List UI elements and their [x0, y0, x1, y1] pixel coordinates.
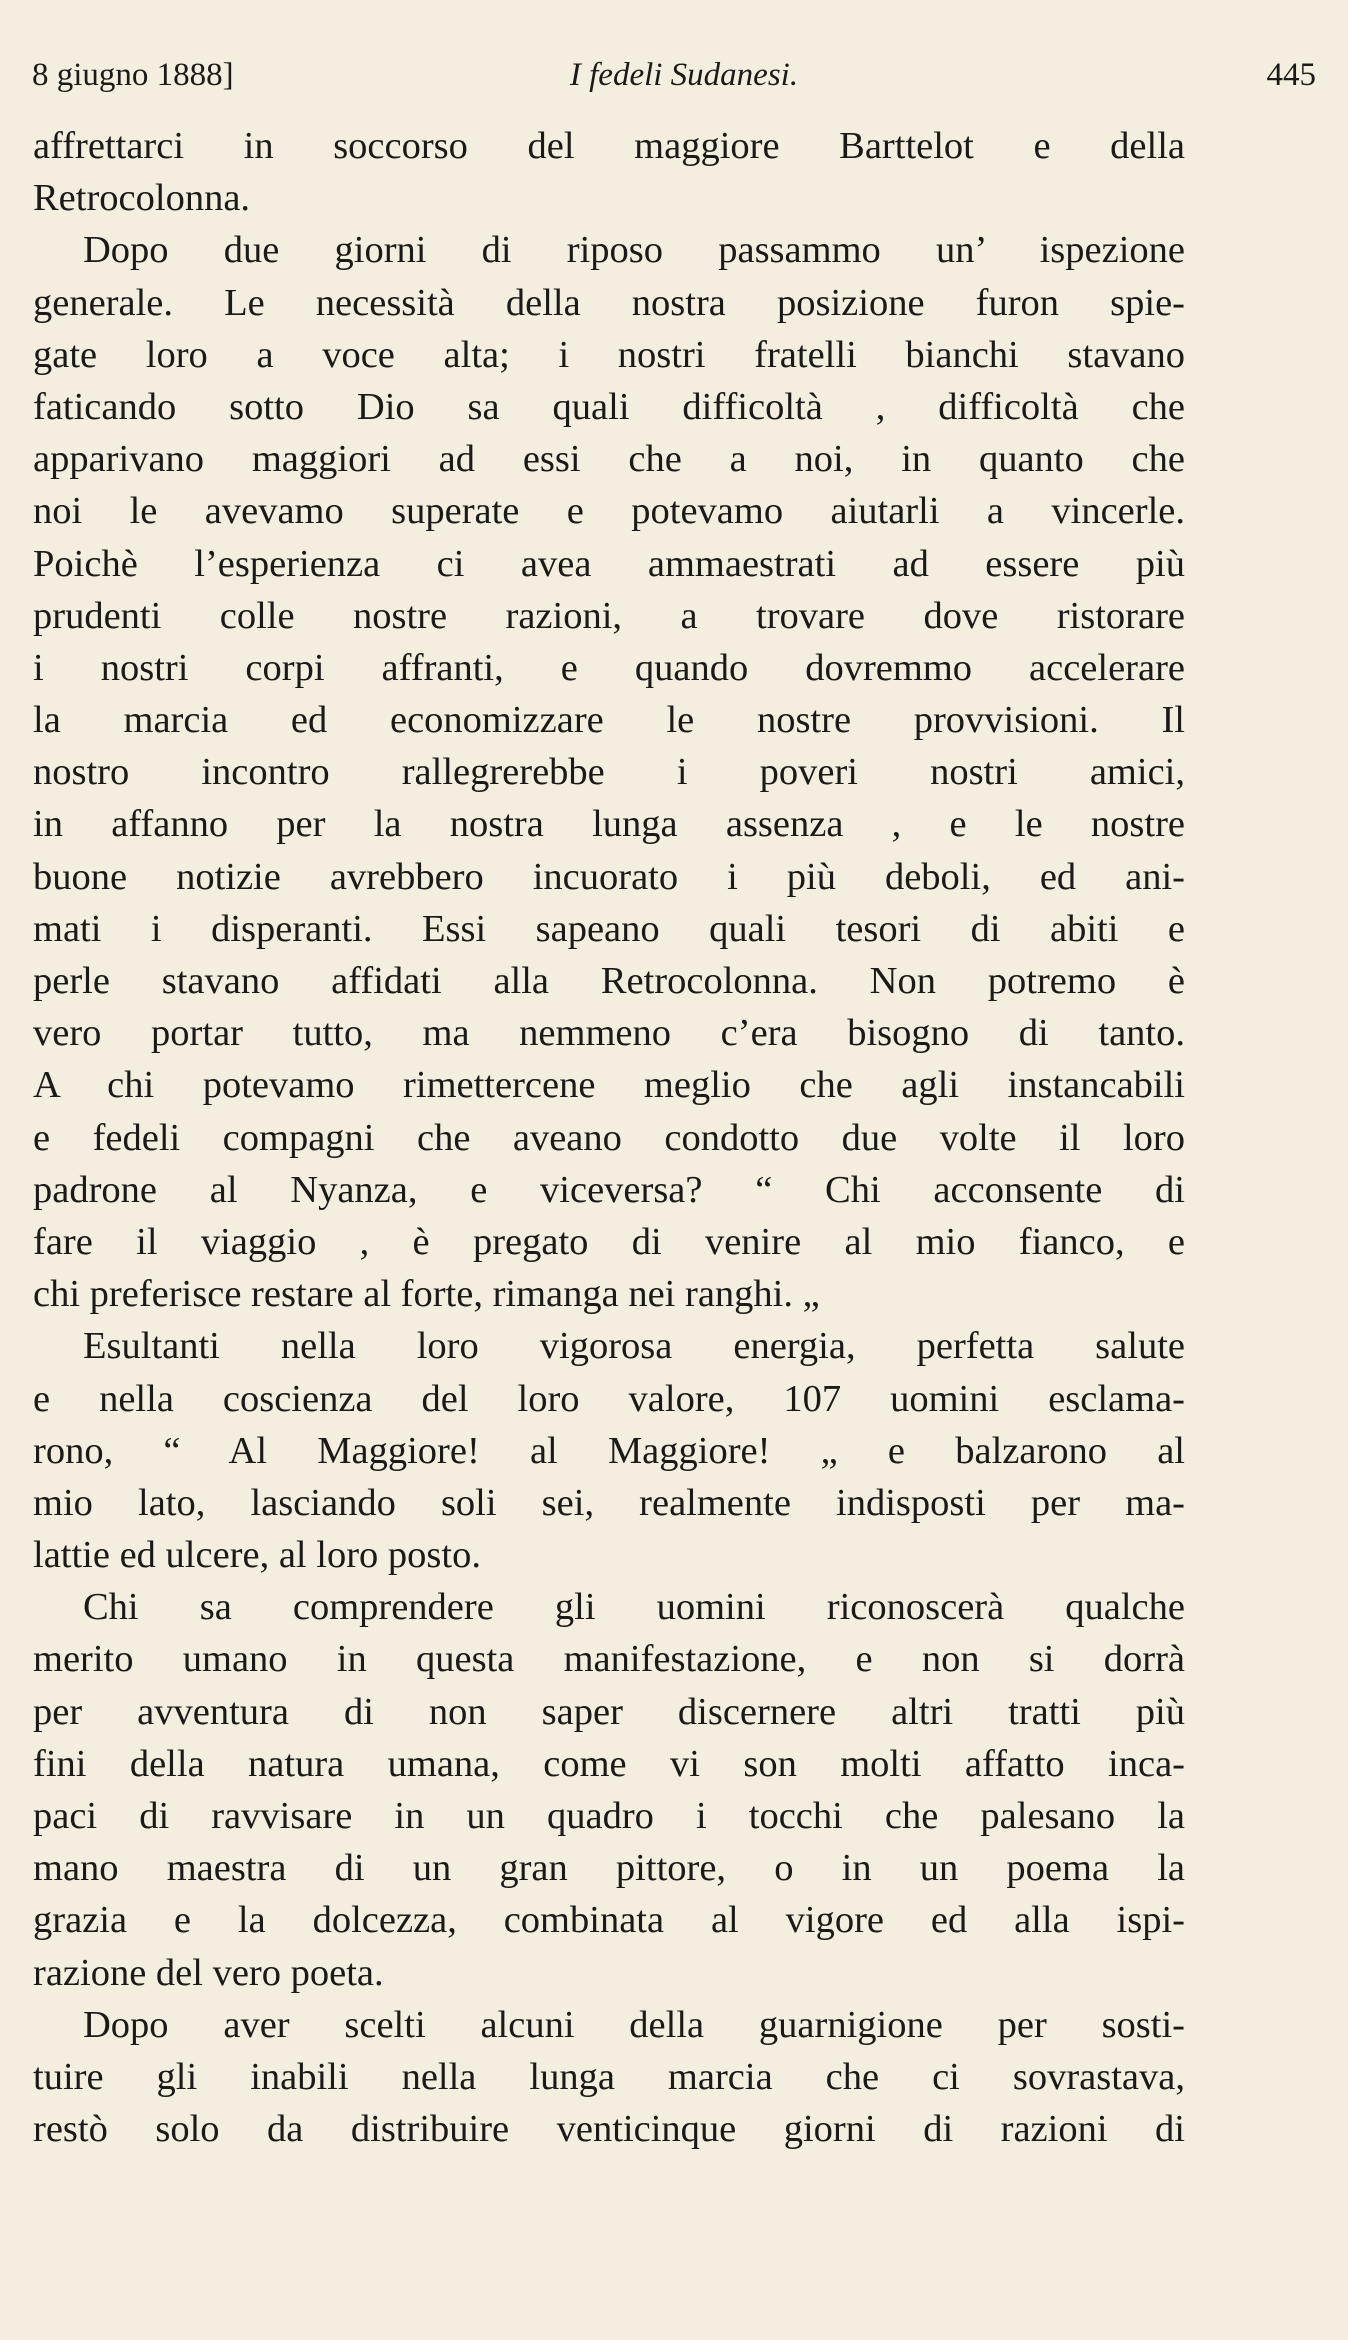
- text-line: mati i disperanti. Essi sapeano quali tesori di abiti e: [33, 907, 1185, 950]
- text-line: faticando sotto Dio sa quali difficoltà , difficoltà che: [33, 385, 1185, 428]
- text-line: in affanno per la nostra lunga assenza , e le nostre: [33, 803, 1185, 846]
- body-text: [33, 120, 1185, 2155]
- text-line: nostro incontro rallegrerebbe i poveri nostri amici,: [33, 751, 1185, 794]
- text-line: lattie ed ulcere, al loro posto.: [33, 1534, 481, 1577]
- text-line: fare il viaggio , è pregato di venire al mio fianco, e: [33, 1220, 1185, 1263]
- text-line: e fedeli compagni che aveano condotto due volte il loro: [33, 1116, 1185, 1159]
- text-line: restò solo da distribuire venticinque giorni di razioni di: [33, 2108, 1185, 2151]
- text-line: mano maestra di un gran pittore, o in un poema la: [33, 1847, 1185, 1890]
- text-line: rono, “ Al Maggiore! al Maggiore! „ e balzarono al: [33, 1429, 1185, 1472]
- text-line: Dopo aver scelti alcuni della guarnigione per sosti-: [83, 2003, 1185, 2046]
- text-line: Dopo due giorni di riposo passammo un’ ispezione: [83, 229, 1185, 272]
- text-line: la marcia ed economizzare le nostre provvisioni. Il: [33, 699, 1185, 742]
- text-line: tuire gli inabili nella lunga marcia che ci sovrastava,: [33, 2055, 1185, 2098]
- text-line: Retrocolonna.: [33, 177, 251, 220]
- text-line: mio lato, lasciando soli sei, realmente indisposti per ma-: [33, 1481, 1185, 1524]
- text-line: perle stavano affidati alla Retrocolonna. Non potremo è: [33, 960, 1185, 1002]
- text-line: i nostri corpi affranti, e quando dovremmo accelerare: [33, 646, 1185, 689]
- text-line: prudenti colle nostre razioni, a trovare dove ristorare: [33, 594, 1185, 637]
- text-line: razione del vero poeta.: [33, 1951, 384, 1994]
- running-header: [30, 52, 1318, 98]
- header-title: I fedeli Sudanesi.: [569, 57, 799, 93]
- text-line: padrone al Nyanza, e viceversa? “ Chi acconsente di: [33, 1168, 1185, 1211]
- text-line: vero portar tutto, ma nemmeno c’era bisogno di tanto.: [33, 1012, 1185, 1055]
- text-line: Poichè l’esperienza ci avea ammaestrati ad essere più: [33, 542, 1185, 585]
- text-line: apparivano maggiori ad essi che a noi, in quanto che: [33, 438, 1185, 481]
- header-date: 8 giugno 1888]: [32, 57, 234, 93]
- text-line: e nella coscienza del loro valore, 107 uomini esclama-: [33, 1377, 1185, 1420]
- text-line: generale. Le necessità della nostra posizione furon spie-: [33, 281, 1185, 324]
- text-line: buone notizie avrebbero incuorato i più deboli, ed ani-: [33, 855, 1185, 898]
- text-line: grazia e la dolcezza, combinata al vigore ed alla ispi-: [33, 1899, 1185, 1942]
- text-line: paci di ravvisare in un quadro i tocchi che palesano la: [33, 1795, 1185, 1837]
- text-line: chi preferisce restare al forte, rimanga nei ranghi. „: [33, 1273, 820, 1316]
- text-line: merito umano in questa manifestazione, e non si dorrà: [33, 1638, 1185, 1681]
- text-line: noi le avevamo superate e potevamo aiutarli a vincerle.: [33, 490, 1185, 533]
- page-number: 445: [1266, 57, 1316, 93]
- text-line: Chi sa comprendere gli uomini riconoscerà qualche: [83, 1586, 1185, 1629]
- text-line: Esultanti nella loro vigorosa energia, perfetta salute: [83, 1325, 1185, 1368]
- text-line: per avventura di non saper discernere altri tratti più: [33, 1690, 1185, 1733]
- text-line: affrettarci in soccorso del maggiore Barttelot e della: [33, 125, 1185, 167]
- text-line: fini della natura umana, come vi son molti affatto inca-: [33, 1742, 1185, 1785]
- text-line: gate loro a voce alta; i nostri fratelli bianchi stavano: [33, 333, 1185, 376]
- text-line: A chi potevamo rimettercene meglio che agli instancabili: [33, 1064, 1185, 1107]
